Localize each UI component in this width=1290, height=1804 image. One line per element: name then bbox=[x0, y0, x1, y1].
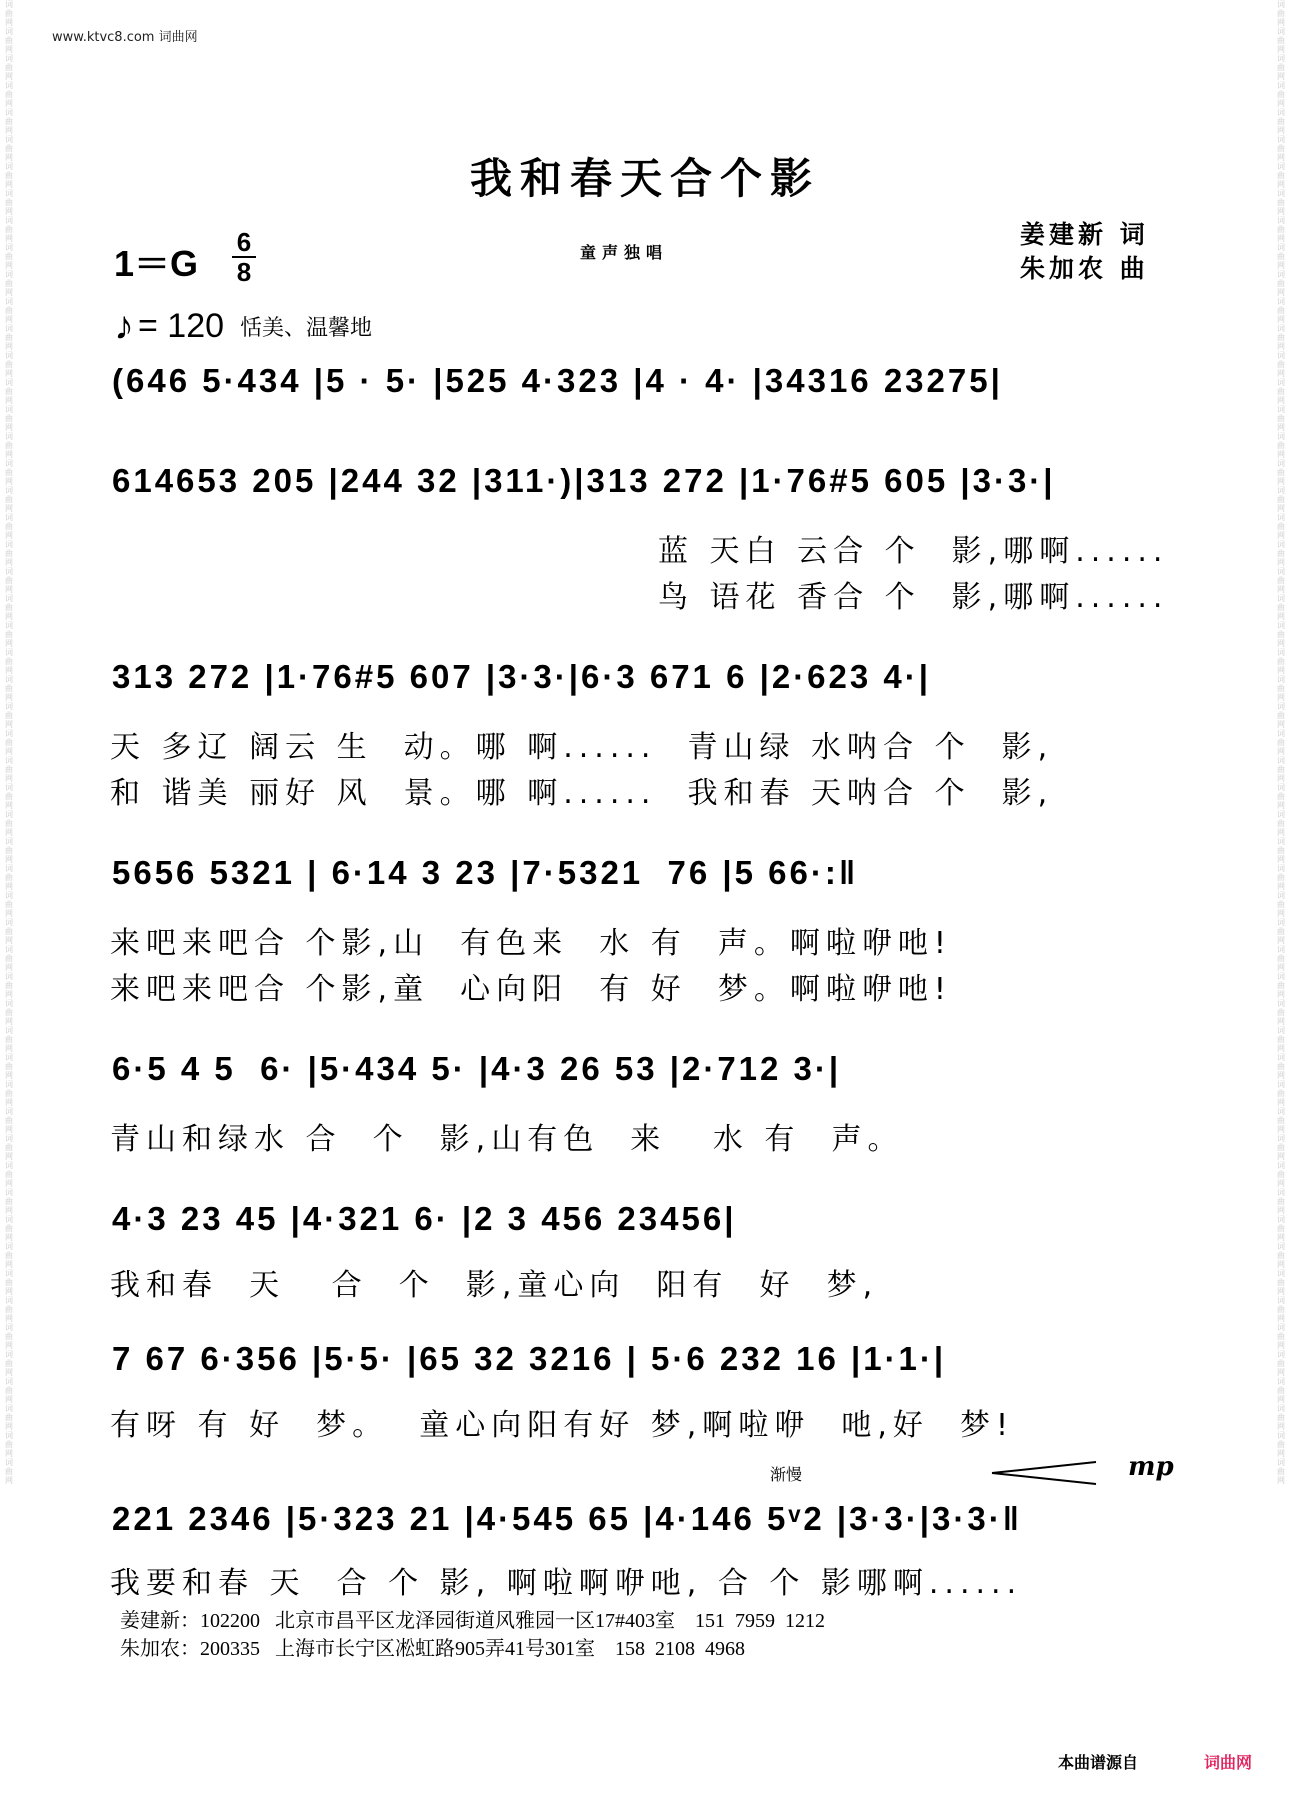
score-line-8 bbox=[110, 1500, 1182, 1601]
lyric-verse-2: 鸟 语花 香合 个 影,哪啊...... bbox=[658, 580, 1169, 615]
lyricist-credit: 姜建新 词 bbox=[1020, 220, 1149, 249]
lyric-verse-1: 有呀 有 好 梦。 童心向阳有好 梦,啊啦咿 吔,好 梦! bbox=[110, 1408, 1014, 1443]
tempo-marking bbox=[114, 304, 372, 349]
time-sig-bottom: 8 bbox=[236, 257, 252, 287]
notation-line: 6·5 4 5 6· |5·434 5· |4·3 26 53 |2·712 3·| bbox=[112, 1050, 842, 1087]
time-sig-top: 6 bbox=[236, 227, 252, 257]
contact-composer: 朱加农：200335 上海市长宁区凇虹路905弄41号301室 158 2108 4968 bbox=[120, 1638, 745, 1660]
dynamic-marking: mp bbox=[1128, 1452, 1174, 1482]
composer-credit: 朱加农 曲 bbox=[1020, 254, 1149, 283]
notation-line: 313 272 |1·76#5 607 |3·3·|6·3 671 6 |2·623 4·| bbox=[112, 658, 931, 695]
score-line-7 bbox=[110, 1340, 1182, 1443]
contact-lyricist: 姜建新：102200 北京市昌平区龙泽园街道风雅园一区17#403室 151 7959 1212 bbox=[120, 1610, 825, 1632]
lyric-verse-1: 我和春 天 合 个 影,童心向 阳有 好 梦, bbox=[110, 1268, 879, 1303]
credits bbox=[1020, 218, 1149, 286]
notation-line: 221 2346 |5·323 21 |4·545 65 |4·146 5ᵛ2 |3·3·|3·3·‖ bbox=[112, 1500, 1023, 1537]
score-line-1 bbox=[112, 362, 1182, 432]
watermark-strip-left: 词曲网词曲网词曲网词曲网词曲网词曲网词曲网词曲网词曲网词曲网词曲网词曲网词曲网词曲网词曲网词曲网词曲网词曲网词曲网词曲网词曲网词曲网词曲网词曲网词曲网词曲网词曲网词曲网词曲网词曲网词曲网词曲网词曲网词曲网词曲网词曲网词曲网词曲网词曲网词曲网词曲网词曲网词曲网词曲网词曲网词曲网词曲网词曲网词曲网词曲网词曲网词曲网词曲网词曲网词曲网 bbox=[5, 0, 13, 1485]
footer-site-link[interactable]: 词曲网 bbox=[1204, 1753, 1253, 1772]
key-signature: 1＝G bbox=[114, 243, 199, 284]
expression-text: 恬美、温馨地 bbox=[240, 316, 373, 341]
eighth-note-icon: ♪ bbox=[114, 304, 134, 348]
lyric-verse-2: 和 谐美 丽好 风 景。哪 啊...... 我和春 天呐合 个 影, bbox=[110, 776, 1054, 811]
notation-line: 7 67 6·356 |5·5· |65 32 3216 | 5·6 232 16 |1·1·| bbox=[112, 1340, 947, 1377]
lyric-verse-2: 来吧来吧合 个影,童 心向阳 有 好 梦。啊啦咿吔! bbox=[110, 972, 952, 1007]
score-line-3 bbox=[110, 658, 1182, 811]
performance-type: 童声独唱 bbox=[580, 243, 669, 262]
lyric-verse-1: 天 多辽 阔云 生 动。哪 啊...... 青山绿 水呐合 个 影, bbox=[110, 730, 1054, 765]
notation-line: (646 5·434 |5 · 5· |525 4·323 |4 · 4· |34316 23275| bbox=[112, 362, 1003, 399]
lyric-verse-1: 青山和绿水 合 个 影,山有色 来 水 有 声。 bbox=[110, 1122, 904, 1157]
notation-line: 5656 5321 | 6·14 3 23 |7·5321 76 |5 66·:‖ bbox=[112, 854, 859, 891]
lyric-verse-1: 我要和春 天 合 个 影, 啊啦啊咿吔, 合 个 影哪啊...... bbox=[110, 1566, 1023, 1601]
notation-line: 4·3 23 45 |4·321 6· |2 3 456 23456| bbox=[112, 1200, 737, 1237]
decrescendo-hairpin bbox=[990, 1458, 1100, 1488]
score-line-2 bbox=[112, 462, 1182, 615]
score-line-6 bbox=[110, 1200, 1182, 1303]
tempo-value: = 120 bbox=[138, 307, 225, 345]
score-line-4 bbox=[110, 854, 1182, 1007]
notation-line: 614653 205 |244 32 |311·)|313 272 |1·76#5 605 |3·3·| bbox=[112, 462, 1056, 499]
time-signature bbox=[230, 228, 258, 286]
lyric-verse-1: 来吧来吧合 个影,山 有色来 水 有 声。啊啦咿吔! bbox=[110, 926, 952, 961]
lyric-verse-1: 蓝 天白 云合 个 影,哪啊...... bbox=[658, 534, 1169, 569]
watermark-strip-right: 词曲网词曲网词曲网词曲网词曲网词曲网词曲网词曲网词曲网词曲网词曲网词曲网词曲网词曲网词曲网词曲网词曲网词曲网词曲网词曲网词曲网词曲网词曲网词曲网词曲网词曲网词曲网词曲网词曲网词曲网词曲网词曲网词曲网词曲网词曲网词曲网词曲网词曲网词曲网词曲网词曲网词曲网词曲网词曲网词曲网词曲网词曲网词曲网词曲网词曲网词曲网词曲网词曲网词曲网词曲网 bbox=[1277, 0, 1285, 1485]
song-title: 我和春天合个影 bbox=[469, 154, 820, 203]
footer-source-label: 本曲谱源自 bbox=[1058, 1753, 1139, 1772]
score-line-5 bbox=[110, 1050, 1182, 1157]
site-url[interactable]: www.ktvc8.com 词曲网 bbox=[52, 30, 198, 45]
ritardando-marking: 渐慢 bbox=[770, 1465, 803, 1484]
